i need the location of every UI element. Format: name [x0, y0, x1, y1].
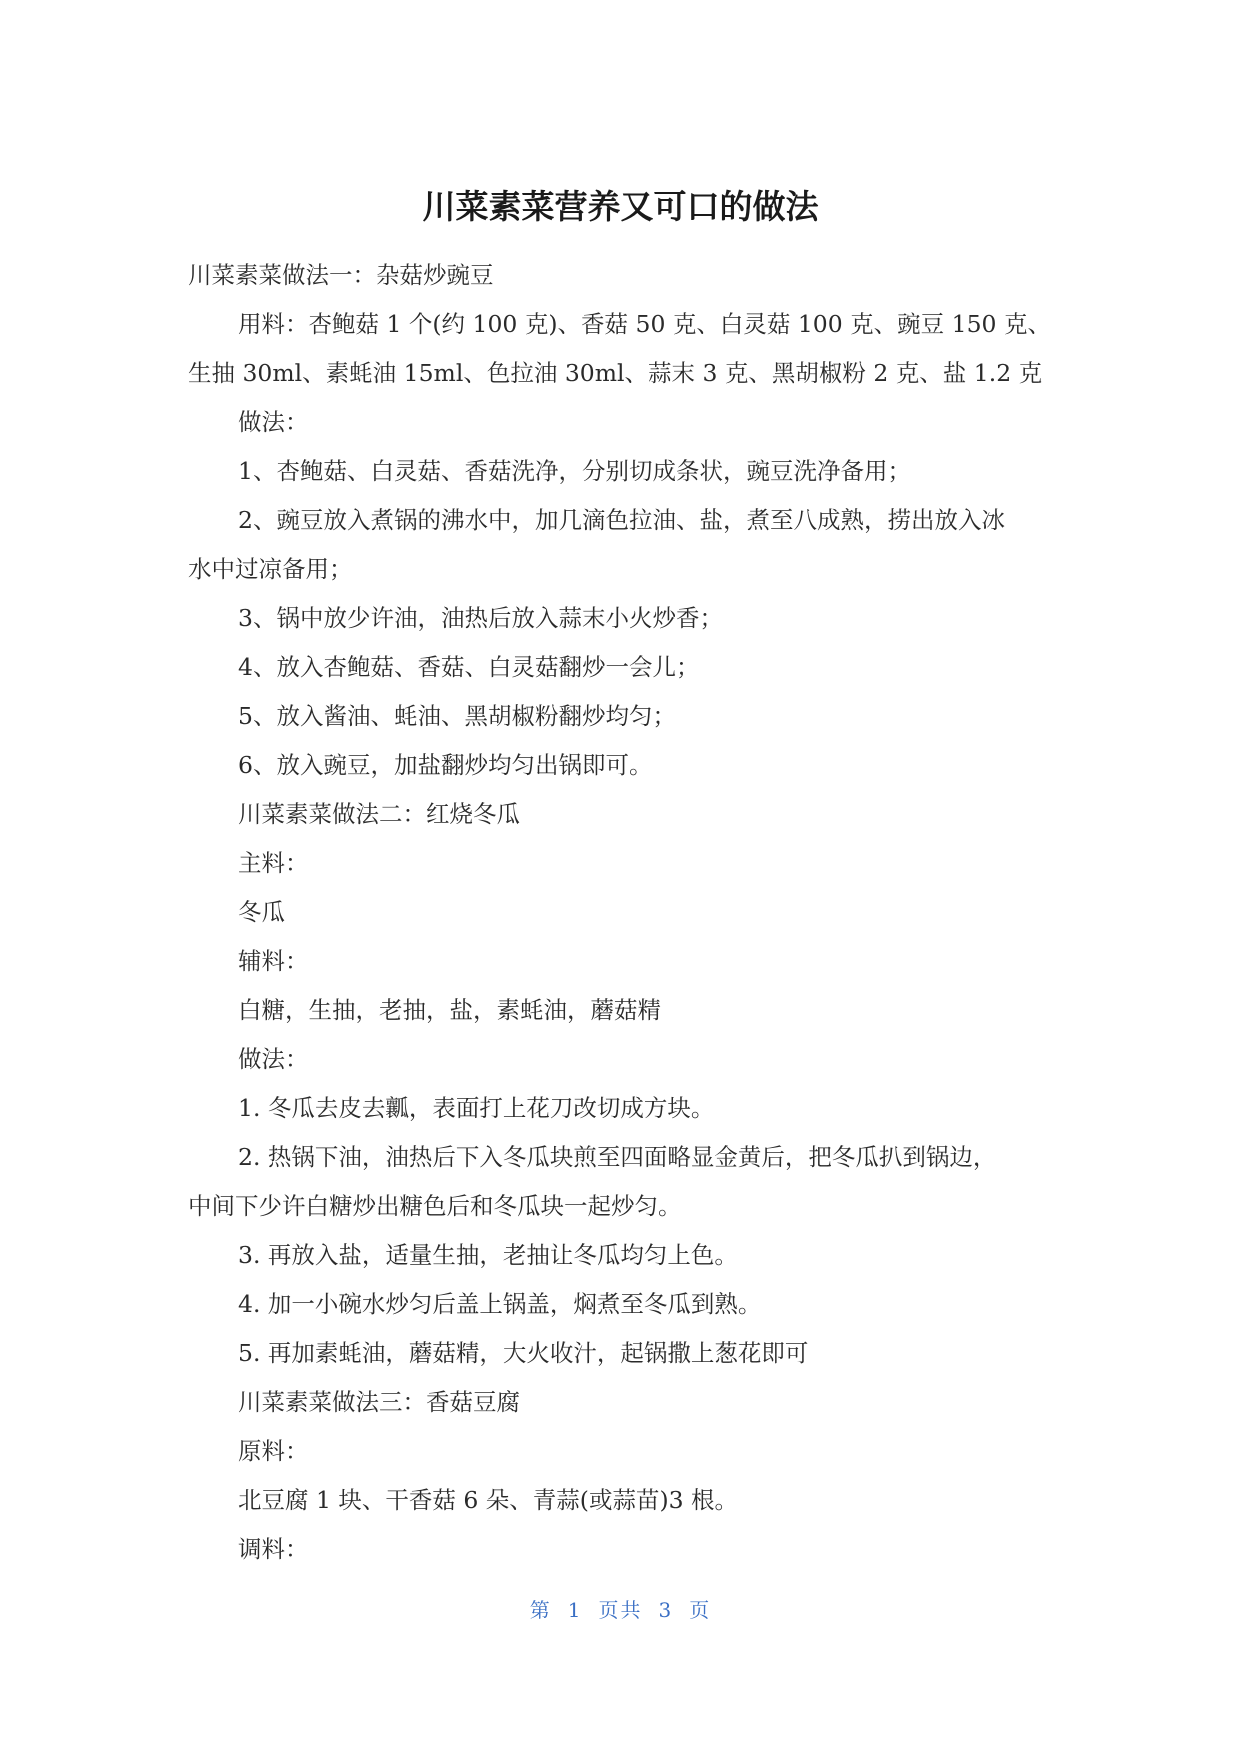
step-item: 2、豌豆放入煮锅的沸水中，加几滴色拉油、盐，煮至八成熟，捞出放入冰 [238, 506, 1005, 534]
step-item: 1. 冬瓜去皮去瓤，表面打上花刀改切成方块。 [238, 1094, 715, 1122]
paragraph: 做法： [238, 408, 309, 436]
paragraph: 白糖，生抽，老抽，盐，素蚝油，蘑菇精 [238, 996, 661, 1024]
section-heading: 川菜素菜做法一：杂菇炒豌豆 [188, 261, 494, 289]
paragraph: 原料： [238, 1437, 309, 1465]
section-heading: 川菜素菜做法三：香菇豆腐 [238, 1388, 520, 1416]
paragraph: 北豆腐 1 块、干香菇 6 朵、青蒜(或蒜苗)3 根。 [238, 1486, 739, 1514]
step-item: 3. 再放入盐，适量生抽，老抽让冬瓜均匀上色。 [238, 1241, 738, 1269]
document-title: 川菜素菜营养又可口的做法 [422, 187, 819, 226]
step-item: 3、锅中放少许油，油热后放入蒜末小火炒香； [238, 604, 723, 632]
page-mid-label: 页共 [598, 1598, 643, 1622]
step-item: 4、放入杏鲍菇、香菇、白灵菇翻炒一会儿； [238, 653, 700, 681]
paragraph-continuation: 中间下少许白糖炒出糖色后和冬瓜块一起炒匀。 [188, 1192, 682, 1220]
step-item: 6、放入豌豆，加盐翻炒均匀出锅即可。 [238, 751, 653, 779]
step-item: 2. 热锅下油，油热后下入冬瓜块煎至四面略显金黄后，把冬瓜扒到锅边， [238, 1143, 997, 1171]
step-item: 5. 再加素蚝油，蘑菇精，大火收汁，起锅撒上葱花即可 [238, 1339, 809, 1367]
paragraph: 辅料： [238, 947, 309, 975]
paragraph: 主料： [238, 849, 309, 877]
page-end-label: 页 [689, 1598, 712, 1622]
step-item: 4. 加一小碗水炒匀后盖上锅盖，焖煮至冬瓜到熟。 [238, 1290, 762, 1318]
paragraph-continuation: 生抽 30ml、素蚝油 15ml、色拉油 30ml、蒜末 3 克、黑胡椒粉 2 克、盐 1.2 克 [188, 359, 1043, 387]
page-number-footer [0, 1594, 1241, 1623]
step-item: 1、杏鲍菇、白灵菇、香菇洗净，分别切成条状，豌豆洗净备用； [238, 457, 911, 485]
page-label: 第 [529, 1598, 552, 1622]
page-current: 1 [567, 1598, 583, 1622]
document-body [188, 251, 1058, 1574]
section-heading: 川菜素菜做法二：红烧冬瓜 [238, 800, 520, 828]
paragraph: 做法： [238, 1045, 309, 1073]
paragraph: 用料：杏鲍菇 1 个(约 100 克)、香菇 50 克、白灵菇 100 克、豌豆 150 克、 [238, 310, 1051, 338]
page-total: 3 [658, 1598, 674, 1622]
paragraph-continuation: 水中过凉备用； [188, 555, 353, 583]
paragraph: 冬瓜 [238, 898, 285, 926]
step-item: 5、放入酱油、蚝油、黑胡椒粉翻炒均匀； [238, 702, 676, 730]
paragraph: 调料： [238, 1535, 309, 1563]
